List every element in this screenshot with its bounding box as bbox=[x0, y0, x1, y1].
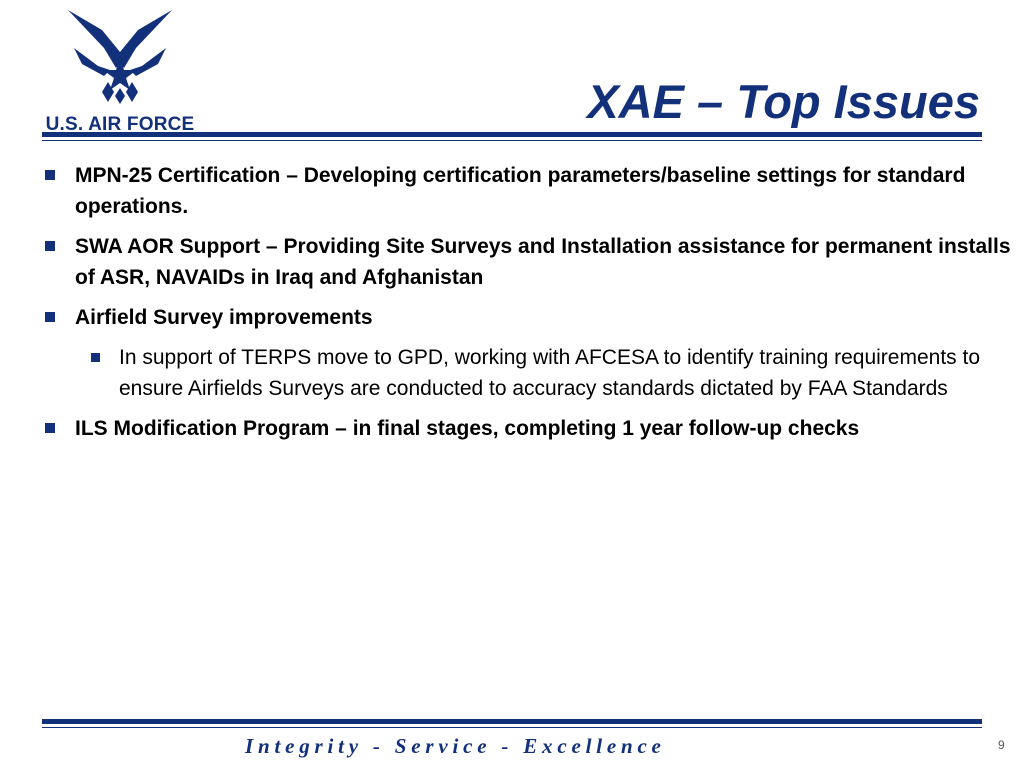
bullet-item bbox=[42, 160, 1012, 222]
slide-title: XAE – Top Issues bbox=[587, 75, 980, 128]
sub-bullet-item bbox=[42, 342, 1012, 404]
air-force-symbol-icon bbox=[64, 8, 176, 104]
bullet-text: Airfield Survey improvements bbox=[75, 306, 373, 329]
square-bullet-icon bbox=[45, 170, 55, 180]
bullet-list bbox=[42, 160, 1012, 453]
square-bullet-icon bbox=[45, 312, 55, 322]
footer-divider-thin bbox=[42, 727, 982, 728]
square-bullet-icon bbox=[45, 423, 55, 433]
bullet-text: MPN-25 Certification – Developing certification parameters/baseline settings for standard operations. bbox=[75, 164, 966, 218]
bullet-item bbox=[42, 413, 1012, 444]
bullet-text: ILS Modification Program – in final stages, completing 1 year follow-up checks bbox=[75, 417, 860, 440]
square-bullet-icon bbox=[45, 241, 55, 251]
bullet-text: SWA AOR Support – Providing Site Surveys and Installation assistance for permanent installs of ASR, NAVAIDs in Iraq and Afghanistan bbox=[75, 235, 1011, 289]
title-divider bbox=[42, 132, 982, 137]
footer-divider bbox=[42, 719, 982, 724]
square-bullet-icon bbox=[91, 353, 100, 362]
logo-wordmark: U.S. AIR FORCE bbox=[45, 114, 195, 135]
sub-bullet-text: In support of TERPS move to GPD, working with AFCESA to identify training requirements to ensure Airfields Surveys are conducted to accuracy standards dictated by FAA Standards bbox=[119, 346, 980, 400]
bullet-item bbox=[42, 231, 1012, 293]
footer-motto: Integrity - Service - Excellence bbox=[245, 734, 666, 758]
air-force-logo bbox=[42, 8, 198, 135]
page-number: 9 bbox=[998, 738, 1005, 752]
bullet-item bbox=[42, 302, 1012, 333]
title-divider-thin bbox=[42, 140, 982, 141]
